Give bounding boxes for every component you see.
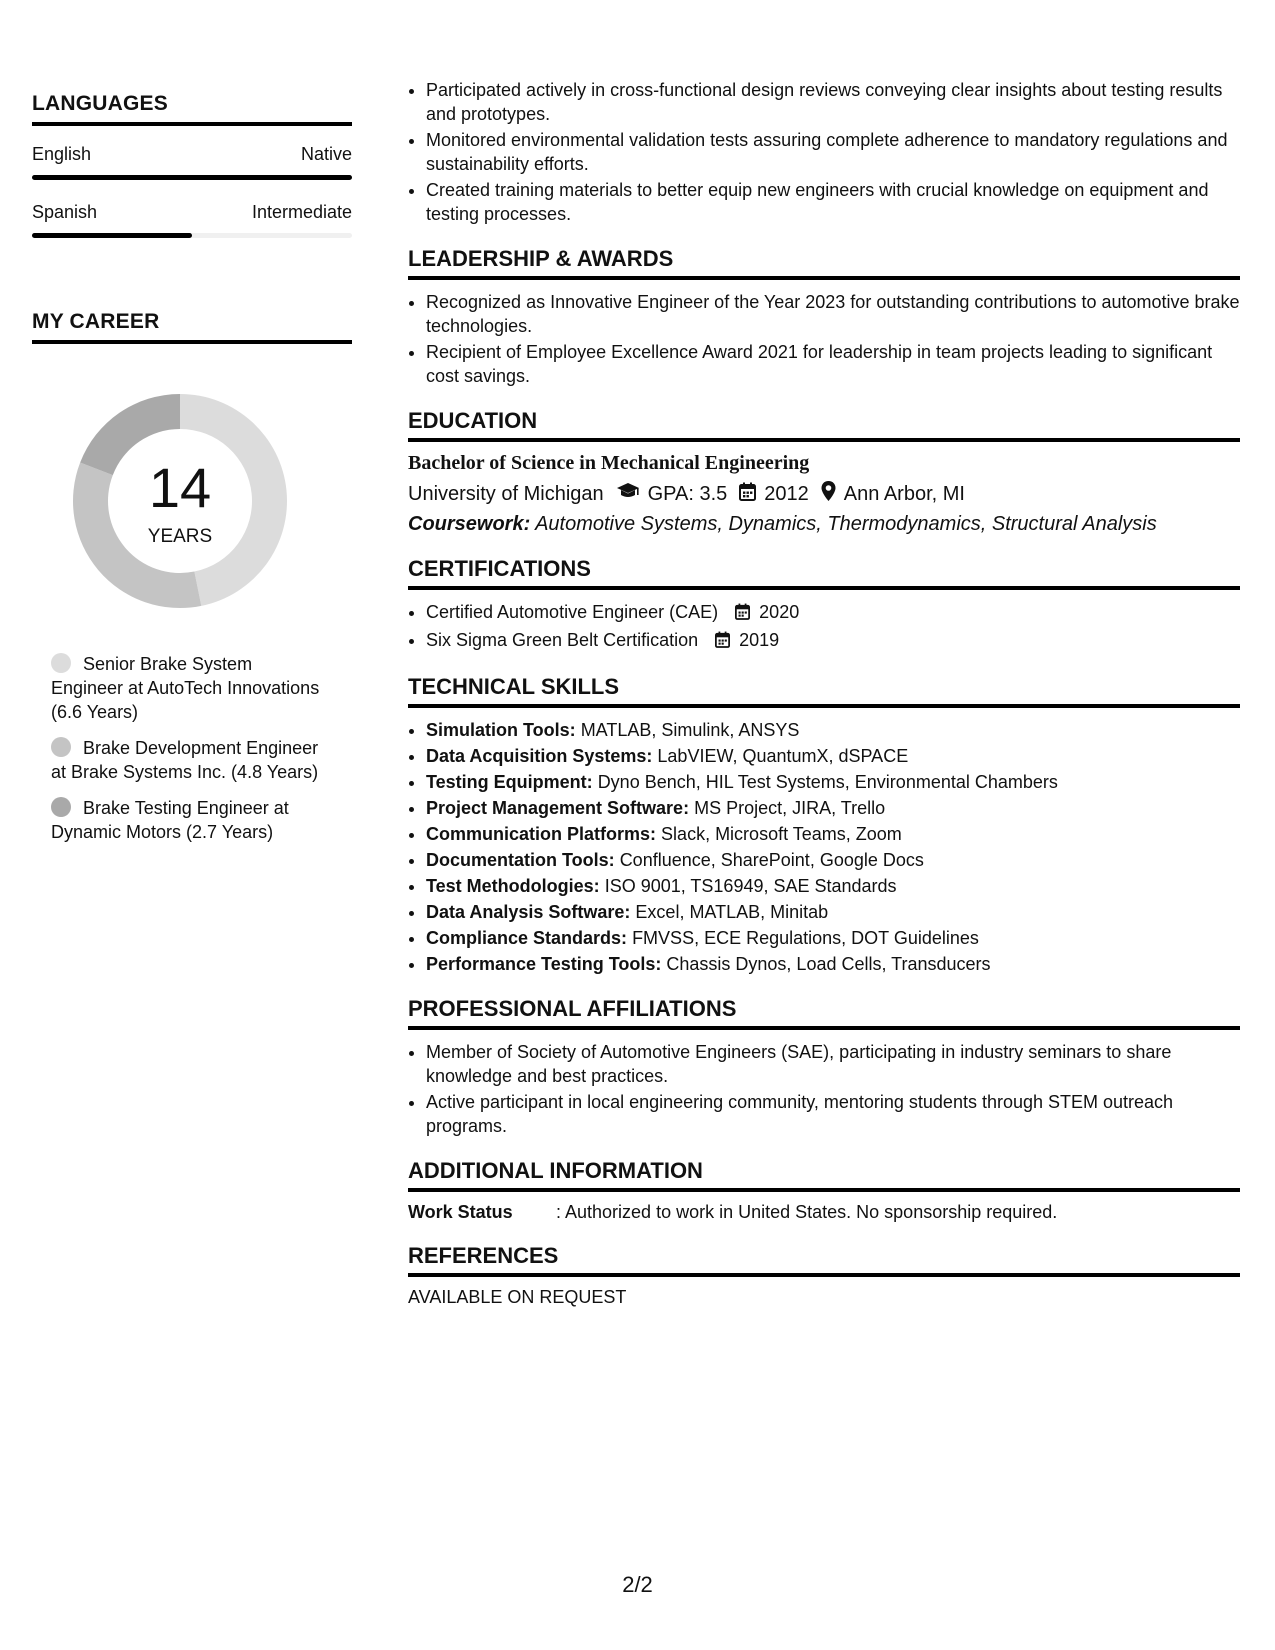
page-number: 2/2 bbox=[622, 1572, 653, 1597]
career-legend-item bbox=[51, 736, 326, 784]
education-location: Ann Arbor, MI bbox=[843, 482, 965, 505]
coursework-value: Automotive Systems, Dynamics, Thermodynamics, Structural Analysis bbox=[535, 513, 1157, 535]
skill-value: MS Project, JIRA, Trello bbox=[694, 798, 886, 818]
legend-dot-icon bbox=[51, 653, 71, 673]
skill-item bbox=[426, 900, 1240, 924]
legend-dot-icon bbox=[51, 797, 71, 817]
certification-item bbox=[426, 600, 1240, 626]
certification-name: Certified Automotive Engineer (CAE) bbox=[426, 602, 719, 622]
skill-label: Compliance Standards: bbox=[426, 928, 628, 948]
skill-value: MATLAB, Simulink, ANSYS bbox=[580, 720, 800, 740]
skills-list bbox=[408, 718, 1240, 976]
career-legend bbox=[51, 652, 326, 844]
experience-bullet: • Participated actively in cross-functional design reviews conveying clear insights about testing results and prototypes. bbox=[426, 78, 1240, 126]
work-status-value: : Authorized to work in United States. No sponsorship required. bbox=[556, 1202, 1058, 1222]
language-item bbox=[32, 144, 352, 180]
awards-list bbox=[408, 290, 1240, 388]
career-legend-label: Brake Development Engineer at Brake Systems Inc. (4.8 Years) bbox=[51, 738, 319, 782]
skill-label: Communication Platforms: bbox=[426, 824, 657, 844]
calendar-icon bbox=[739, 482, 756, 507]
education-coursework bbox=[408, 513, 1240, 536]
certifications-list bbox=[408, 600, 1240, 654]
skill-label: Test Methodologies: bbox=[426, 876, 600, 896]
right-column bbox=[408, 78, 1240, 1308]
career-legend-item bbox=[51, 652, 326, 724]
education-degree: Bachelor of Science in Mechanical Engineering bbox=[408, 452, 810, 474]
certification-name: Six Sigma Green Belt Certification bbox=[426, 630, 699, 650]
skill-item bbox=[426, 796, 1240, 820]
language-name: Spanish bbox=[32, 202, 98, 222]
skill-value: Confluence, SharePoint, Google Docs bbox=[619, 850, 924, 870]
skill-item bbox=[426, 718, 1240, 742]
references-heading: REFERENCES bbox=[408, 1243, 1240, 1277]
languages-heading: LANGUAGES bbox=[32, 92, 352, 126]
education-year: 2012 bbox=[764, 482, 809, 505]
experience-bullet: • Created training materials to better equip new engineers with crucial knowledge on equipment and testing processes. bbox=[426, 178, 1240, 226]
skill-label: Testing Equipment: bbox=[426, 772, 593, 792]
skill-item bbox=[426, 926, 1240, 950]
skill-value: Excel, MATLAB, Minitab bbox=[635, 902, 829, 922]
certification-item bbox=[426, 628, 1240, 654]
work-status-row bbox=[408, 1202, 1240, 1223]
skill-item bbox=[426, 744, 1240, 768]
education-details bbox=[408, 481, 1240, 507]
skill-item bbox=[426, 874, 1240, 898]
skill-item bbox=[426, 848, 1240, 872]
skill-label: Project Management Software: bbox=[426, 798, 690, 818]
career-total-years: 14 bbox=[148, 456, 212, 519]
career-donut-chart bbox=[65, 386, 295, 616]
skill-item bbox=[426, 770, 1240, 794]
legend-dot-icon bbox=[51, 737, 71, 757]
language-proficiency-bar bbox=[32, 175, 352, 180]
experience-bullet: • Monitored environmental validation tests assuring complete adherence to mandatory regulations and sustainability efforts. bbox=[426, 128, 1240, 176]
award-item: • Recipient of Employee Excellence Award 2021 for leadership in team projects leading to significant cost savings. bbox=[426, 340, 1240, 388]
awards-heading: LEADERSHIP & AWARDS bbox=[408, 246, 1240, 280]
certifications-heading: CERTIFICATIONS bbox=[408, 556, 1240, 590]
language-proficiency-fill bbox=[32, 175, 352, 180]
language-level: Native bbox=[300, 144, 352, 164]
affiliation-item: • Active participant in local engineering community, mentoring students through STEM outreach programs. bbox=[426, 1090, 1240, 1138]
skill-value: ISO 9001, TS16949, SAE Standards bbox=[604, 876, 897, 896]
language-name: English bbox=[32, 144, 92, 164]
skill-value: Chassis Dynos, Load Cells, Transducers bbox=[666, 954, 991, 974]
language-level: Intermediate bbox=[251, 202, 352, 222]
skill-label: Data Acquisition Systems: bbox=[426, 746, 653, 766]
language-proficiency-bar bbox=[32, 233, 352, 238]
language-proficiency-fill bbox=[32, 233, 192, 238]
skill-label: Data Analysis Software: bbox=[426, 902, 631, 922]
coursework-label: Coursework: bbox=[408, 513, 531, 535]
skill-item bbox=[426, 822, 1240, 846]
skill-label: Documentation Tools: bbox=[426, 850, 615, 870]
career-legend-label: Brake Testing Engineer at Dynamic Motors (2.7 Years) bbox=[51, 798, 289, 842]
affiliations-heading: PROFESSIONAL AFFILIATIONS bbox=[408, 996, 1240, 1030]
career-legend-label: Senior Brake System Engineer at AutoTech Innovations (6.6 Years) bbox=[51, 654, 320, 722]
calendar-icon bbox=[715, 630, 730, 654]
certification-year: 2020 bbox=[759, 602, 800, 622]
skill-item bbox=[426, 952, 1240, 976]
references-text: AVAILABLE ON REQUEST bbox=[408, 1287, 627, 1307]
additional-info-heading: ADDITIONAL INFORMATION bbox=[408, 1158, 1240, 1192]
affiliations-list bbox=[408, 1040, 1240, 1138]
language-item bbox=[32, 202, 352, 238]
education-gpa: GPA: 3.5 bbox=[647, 482, 728, 505]
career-heading: MY CAREER bbox=[32, 310, 352, 344]
education-heading: EDUCATION bbox=[408, 408, 1240, 442]
education-school: University of Michigan bbox=[408, 482, 604, 505]
skill-value: FMVSS, ECE Regulations, DOT Guidelines bbox=[632, 928, 979, 948]
map-pin-icon bbox=[821, 481, 836, 507]
work-status-label: Work Status bbox=[408, 1202, 513, 1222]
skill-label: Performance Testing Tools: bbox=[426, 954, 662, 974]
certification-year: 2019 bbox=[739, 630, 780, 650]
left-column bbox=[32, 92, 352, 856]
award-item: • Recognized as Innovative Engineer of the Year 2023 for outstanding contributions to automotive brake technologies. bbox=[426, 290, 1240, 338]
calendar-icon bbox=[735, 602, 750, 626]
skill-value: Slack, Microsoft Teams, Zoom bbox=[661, 824, 902, 844]
experience-bullets bbox=[408, 78, 1240, 226]
affiliation-item: • Member of Society of Automotive Engineers (SAE), participating in industry seminars to share knowledge and best practices. bbox=[426, 1040, 1240, 1088]
skill-label: Simulation Tools: bbox=[426, 720, 576, 740]
skills-heading: TECHNICAL SKILLS bbox=[408, 674, 1240, 708]
skill-value: Dyno Bench, HIL Test Systems, Environmental Chambers bbox=[597, 772, 1058, 792]
skill-value: LabVIEW, QuantumX, dSPACE bbox=[657, 746, 909, 766]
career-legend-item bbox=[51, 796, 326, 844]
graduation-cap-icon bbox=[616, 482, 640, 506]
career-years-label: YEARS bbox=[147, 526, 213, 547]
